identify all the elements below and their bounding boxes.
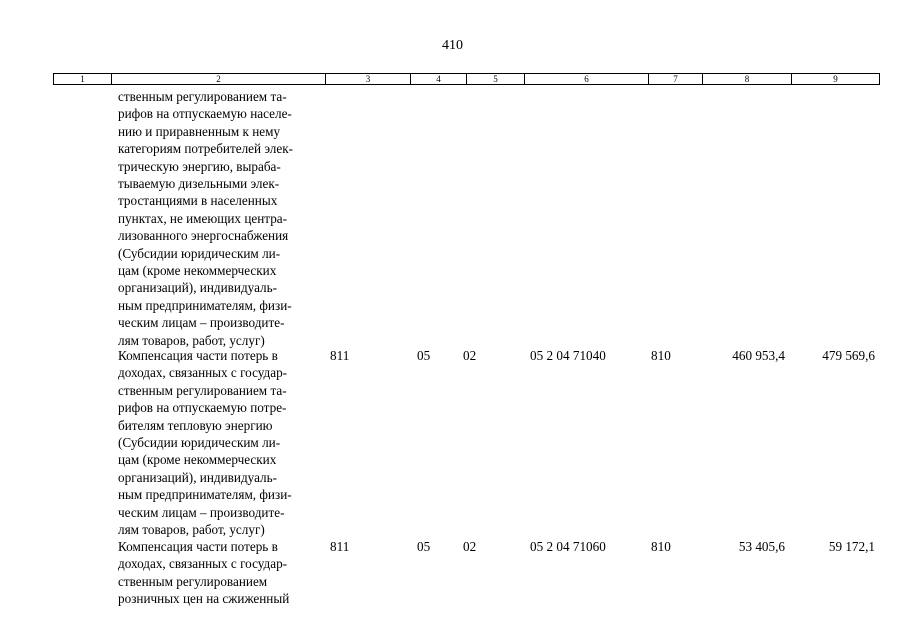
row-2-amount-1: 460 953,4: [732, 348, 785, 363]
column-number-8: 8: [703, 74, 792, 85]
description-line: нию и приравненным к нему: [118, 123, 281, 139]
row-3-description: [118, 538, 330, 608]
column-number-4: 4: [411, 74, 467, 85]
description-line: тываемую дизельными элек-: [118, 176, 280, 192]
row-2-ministry-code: 811: [330, 348, 350, 363]
description-line: Компенсация части потерь в: [118, 348, 278, 363]
row-3-expense-type: 810: [651, 539, 671, 554]
description-line: ственным регулированием та-: [118, 89, 287, 104]
row-2-section-code: 05: [417, 348, 431, 363]
page-number: 410: [442, 38, 463, 53]
column-number-3: 3: [326, 74, 411, 85]
description-line: организаций), индивидуаль-: [118, 280, 278, 296]
row-1-description: [118, 88, 330, 349]
description-line: доходах, связанных с государ-: [118, 365, 288, 381]
description-line: лям товаров, работ, услуг): [118, 522, 265, 538]
description-line: лизованного энергоснабжения: [118, 228, 289, 244]
description-line: пунктах, не имеющих центра-: [118, 210, 288, 226]
description-line: тростанциями в населенных: [118, 193, 278, 209]
column-number-header: [53, 73, 880, 85]
row-2-subsection-code: 02: [463, 348, 477, 363]
row-3-section-code: 05: [417, 539, 431, 554]
row-3-amount-1: 53 405,6: [738, 539, 785, 554]
row-3-subsection-code: 02: [463, 539, 477, 554]
column-number-1: 1: [54, 74, 112, 85]
description-line: цам (кроме некоммерческих: [118, 263, 277, 279]
description-line: трическую энергию, выраба-: [118, 158, 281, 174]
description-line: ческим лицам – производите-: [118, 315, 285, 331]
column-number-5: 5: [467, 74, 525, 85]
description-line: ческим лицам – производите-: [118, 504, 285, 520]
description-line: категориям потребителей элек-: [118, 141, 294, 157]
description-line: доходах, связанных с государ-: [118, 556, 288, 572]
description-line: лям товаров, работ, услуг): [118, 332, 265, 348]
description-line: цам (кроме некоммерческих: [118, 452, 277, 468]
description-line: (Субсидии юридическим ли-: [118, 435, 281, 451]
row-2-expense-type: 810: [651, 348, 671, 363]
row-3-amount-2: 59 172,1: [828, 539, 875, 554]
description-line: рифов на отпускаемую населе-: [118, 106, 292, 122]
description-line: организаций), индивидуаль-: [118, 469, 278, 485]
description-line: ственным регулированием: [118, 573, 268, 589]
column-number-6: 6: [525, 74, 649, 85]
description-line: ным предпринимателям, физи-: [118, 487, 292, 503]
column-number-2: 2: [112, 74, 326, 85]
column-number-7: 7: [649, 74, 703, 85]
row-3-target-code: 05 2 04 71060: [530, 539, 606, 554]
description-line: ным предпринимателям, физи-: [118, 297, 292, 313]
description-line: бителям тепловую энергию: [118, 417, 273, 433]
description-line: ственным регулированием та-: [118, 382, 287, 398]
description-line: розничных цен на сжиженный: [118, 591, 290, 607]
description-line: Компенсация части потерь в: [118, 539, 278, 554]
row-3-ministry-code: 811: [330, 539, 350, 554]
column-number-9: 9: [792, 74, 880, 85]
row-2-description: [118, 347, 330, 538]
row-2-target-code: 05 2 04 71040: [530, 348, 606, 363]
row-2-amount-2: 479 569,6: [822, 348, 875, 363]
description-line: рифов на отпускаемую потре-: [118, 400, 287, 416]
description-line: (Субсидии юридическим ли-: [118, 245, 281, 261]
